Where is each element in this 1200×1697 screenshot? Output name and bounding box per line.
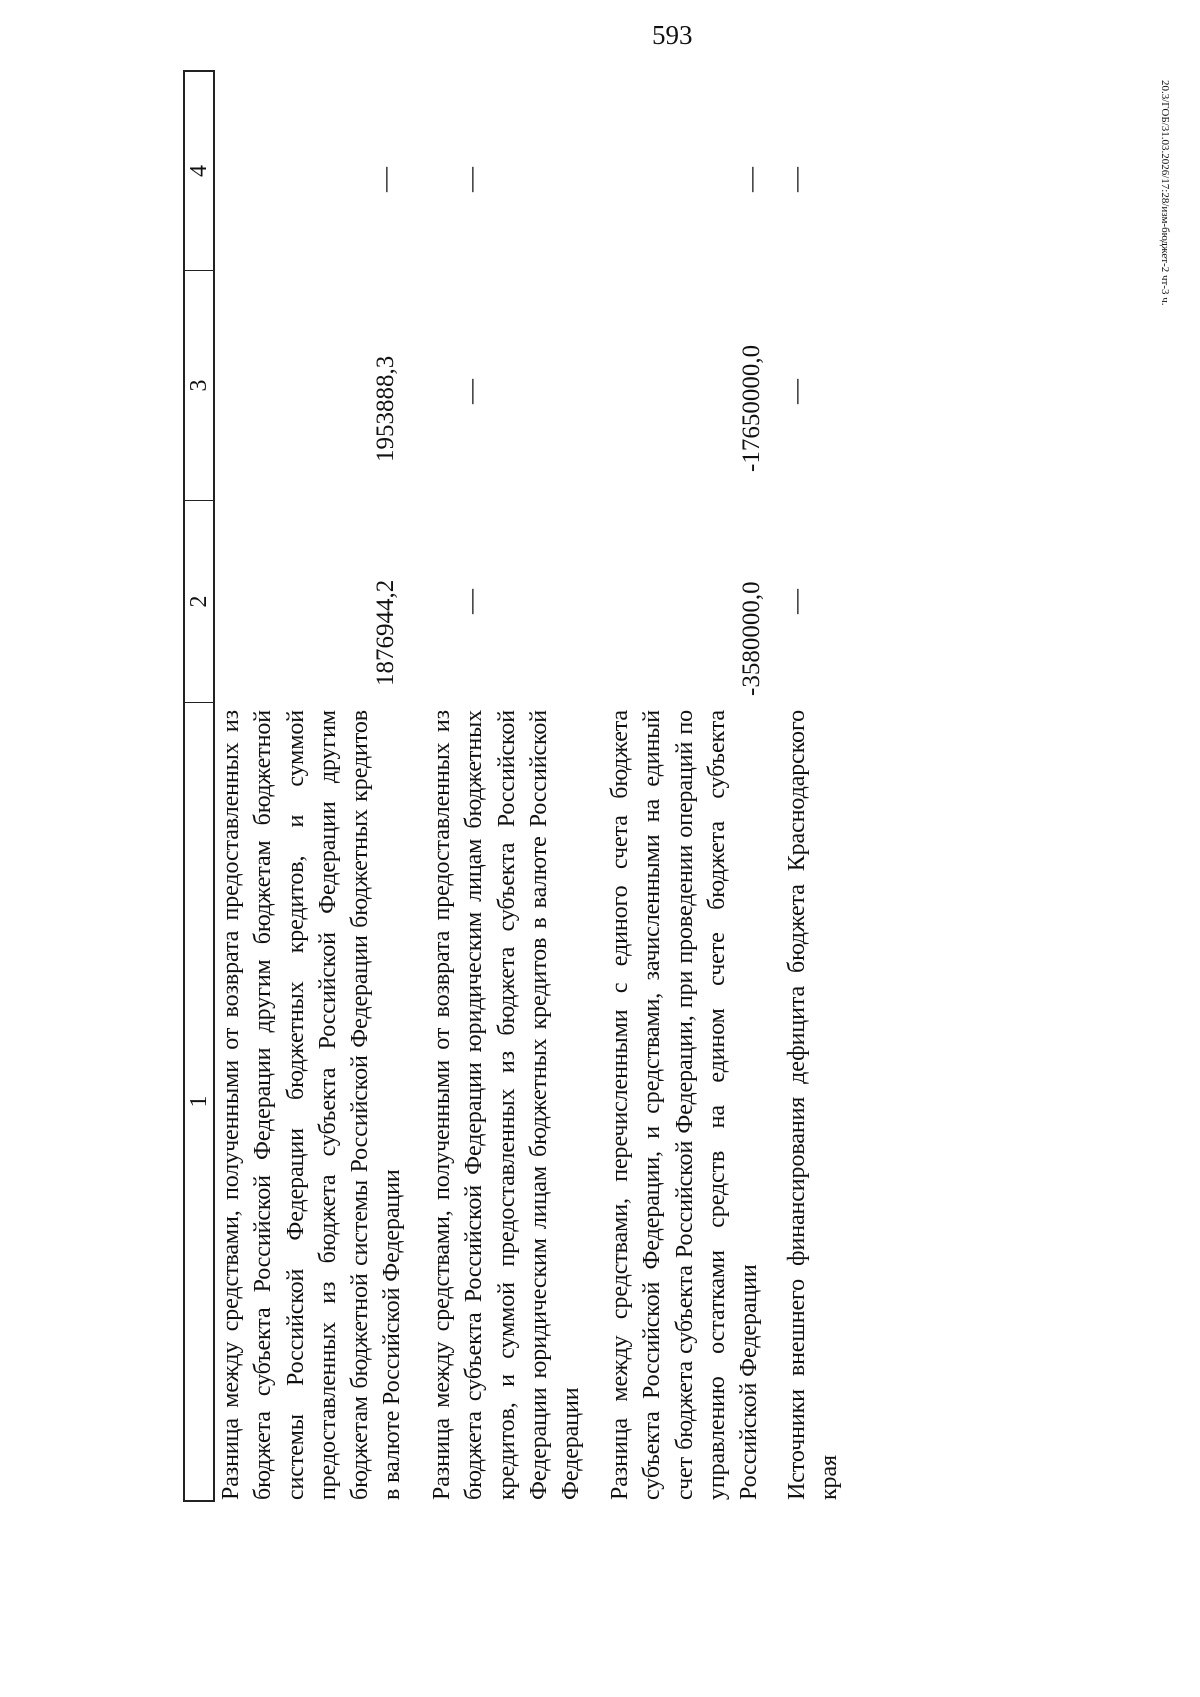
row-value-col4: — xyxy=(783,167,810,192)
row-value-col2: — xyxy=(458,589,485,614)
row-value-col3: — xyxy=(458,379,485,404)
column-header-2: 2 xyxy=(183,500,215,703)
row-value-col2: — xyxy=(783,589,810,614)
rotated-table xyxy=(183,70,903,1502)
row-value-col4: — xyxy=(738,167,765,192)
row-description: Разница между средствами, полученными от возврата предоставленных из бюджета субъекта Российской Федерации юридическим лицам бюджетных кредитов, и суммой предоставленных из бюджета субъекта Российской Федерации юридическим лицам бюджетных кредитов в валюте Российской Федерации xyxy=(429,710,585,1500)
row-value-col2: -3580000,0 xyxy=(738,581,765,696)
page-number: 593 xyxy=(652,20,693,50)
row-value-col4: — xyxy=(458,167,485,192)
document-code: 20.3/ГОБ/31.03.2026/17:28/изм-бюджет-2 чт-3 ч. xyxy=(1159,80,1171,306)
column-header-3: 3 xyxy=(183,270,215,501)
row-value-col3: 1953888,3 xyxy=(372,355,399,462)
row-value-col2: 1876944,2 xyxy=(372,579,399,686)
row-description: Источники внешнего финансирования дефицита бюджета Краснодарского края xyxy=(784,710,843,1500)
column-header-1: 1 xyxy=(183,702,215,1502)
row-value-col3: — xyxy=(783,379,810,404)
row-value-col3: -17650000,0 xyxy=(738,344,765,472)
row-description: Разница между средствами, перечисленными с единого счета бюджета субъекта Российской Федерации, и средствами, зачисленными на единый счет бюджета субъекта Российской Федерации, при проведении операций по управлению остатками средств на едином счете бюджета субъекта Российской Федерации xyxy=(607,710,763,1500)
row-value-col4: — xyxy=(372,167,399,192)
row-description: Разница между средствами, полученными от возврата предоставленных из бюджета субъекта Российской Федерации другим бюджетам бюджетной системы Российской Федерации бюджетных кредитов, и суммой предоставленных из бюджета субъекта Российской Федерации другим бюджетам бюджетной системы Российской Федерации бюджетных кредитов в валюте Российской Федерации xyxy=(218,710,406,1500)
column-header-4: 4 xyxy=(183,70,215,271)
